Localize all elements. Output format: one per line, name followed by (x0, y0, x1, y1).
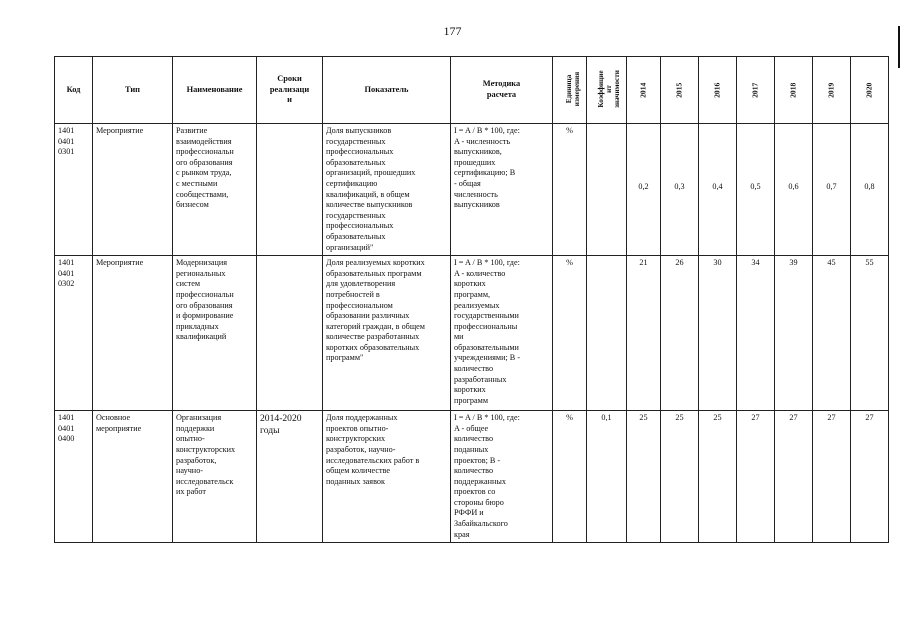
header-year: 2014 (638, 82, 648, 98)
value-2018: 39 (775, 256, 813, 411)
header-type: Тип (93, 57, 173, 124)
value-2014: 25 (627, 411, 661, 543)
header-indicator: Показатель (323, 57, 451, 124)
header-year: 2020 (864, 82, 874, 98)
value-2016: 25 (699, 411, 737, 543)
value-2016: 0,4 (712, 182, 723, 191)
header-year: 2015 (674, 82, 684, 98)
value-2017: 0,5 (750, 182, 761, 191)
row-name: Модернизация региональных систем профессиональн ого образования и формирование прикладных квалификаций (173, 256, 257, 411)
row-indicator: Доля поддержанных проектов опытно- конструкторских разработок, научно- исследовательских работ в общем количестве поданных заявок (323, 411, 451, 543)
value-2020: 27 (851, 411, 889, 543)
row-unit: % (553, 124, 587, 256)
header-row (55, 57, 889, 124)
row-name: Развитие взаимодействия профессиональн ого образования с рынком труда, с местными сообществами, бизнесом (173, 124, 257, 256)
value-2014: 21 (627, 256, 661, 411)
header-name: Наименование (173, 57, 257, 124)
value-2019: 27 (813, 411, 851, 543)
value-cell (661, 124, 699, 256)
value-2015: 25 (661, 411, 699, 543)
value-2017: 27 (737, 411, 775, 543)
row-method: I = A / B * 100, где: A - численность выпускников, прошедших сертификацию; B - общая численность выпускников (451, 124, 553, 256)
margin-line (898, 26, 900, 68)
row-method: I = A / B * 100, где: A - количество коротких программ, реализуемых государственными профессиональны ми образовательными учреждениями; B - количество разработанных коротких программ (451, 256, 553, 411)
value-2016: 30 (699, 256, 737, 411)
row-unit: % (553, 411, 587, 543)
row-coef: 0,1 (587, 411, 627, 543)
value-cell (737, 124, 775, 256)
value-cell (699, 124, 737, 256)
value-2019: 0,7 (826, 182, 837, 191)
header-unit: Единица измерения (565, 72, 582, 107)
row-type: Мероприятие (93, 256, 173, 411)
value-2015: 0,3 (674, 182, 685, 191)
header-terms: Сроки реализаци и (257, 57, 323, 124)
row-coef (587, 256, 627, 411)
row-type: Основное мероприятие (93, 411, 173, 543)
header-year: 2019 (826, 82, 836, 98)
indicators-table (54, 56, 889, 543)
header-year-cell (737, 57, 775, 124)
header-year-cell (627, 57, 661, 124)
value-2020: 0,8 (864, 182, 875, 191)
header-code: Код (55, 57, 93, 124)
row-type: Мероприятие (93, 124, 173, 256)
value-2018: 27 (775, 411, 813, 543)
row-terms (257, 124, 323, 256)
value-cell (851, 124, 889, 256)
header-year: 2017 (750, 82, 760, 98)
value-2020: 55 (851, 256, 889, 411)
row-terms: 2014-2020 годы (257, 411, 323, 543)
row-indicator: Доля выпускников государственных профессиональных образовательных организаций, прошедших сертификацию квалификаций, в общем количестве выпускников государственных профессиональных образовательных организаций" (323, 124, 451, 256)
header-year: 2016 (712, 82, 722, 98)
header-coef: Коэффицие нт значимости (596, 70, 621, 109)
page-number: 177 (443, 24, 462, 38)
value-2018: 0,6 (788, 182, 799, 191)
header-year-cell (661, 57, 699, 124)
header-year-cell (813, 57, 851, 124)
row-name: Организация поддержки опытно- конструкторских разработок, научно- исследовательск их работ (173, 411, 257, 543)
value-cell (775, 124, 813, 256)
header-unit-cell (553, 57, 587, 124)
header-year-cell (851, 57, 889, 124)
row-indicator: Доля реализуемых коротких образовательных программ для удовлетворения потребностей в профессиональном образовании различных категорий граждан, в общем количестве разработанных коротких образовательных программ" (323, 256, 451, 411)
row-code: 1401 0401 0302 (55, 256, 93, 411)
value-2017: 34 (737, 256, 775, 411)
header-year: 2018 (788, 82, 798, 98)
header-year-cell (775, 57, 813, 124)
row-code: 1401 0401 0301 (55, 124, 93, 256)
value-2014: 0,2 (638, 182, 649, 191)
header-method: Методика расчета (451, 57, 553, 124)
row-terms (257, 256, 323, 411)
table-row (55, 256, 889, 411)
header-year-cell (699, 57, 737, 124)
row-code: 1401 0401 0400 (55, 411, 93, 543)
row-unit: % (553, 256, 587, 411)
row-method: I = A / B * 100, где: A - общее количество поданных проектов; B - количество поддержанных проектов со стороны бюро РФФИ и Забайкальского края (451, 411, 553, 543)
header-coef-cell (587, 57, 627, 124)
value-2015: 26 (661, 256, 699, 411)
table-row (55, 411, 889, 543)
row-coef (587, 124, 627, 256)
table-row (55, 124, 889, 256)
value-cell (627, 124, 661, 256)
value-2019: 45 (813, 256, 851, 411)
value-cell (813, 124, 851, 256)
